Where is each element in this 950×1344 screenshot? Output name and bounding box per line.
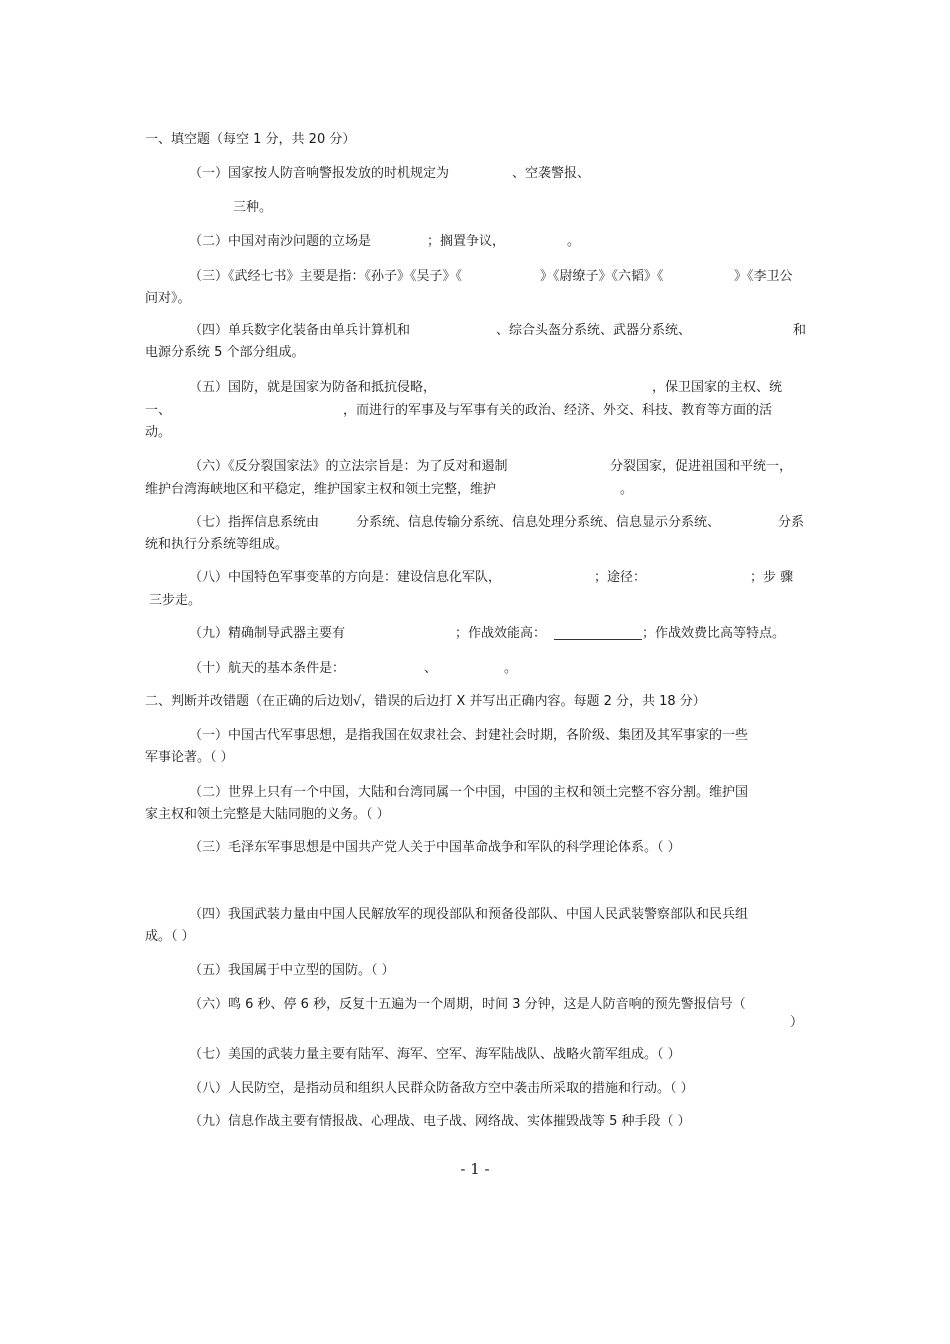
- s2-q6-line2: ）: [790, 1015, 804, 1030]
- q9-line1-cont: ；作战效能高：: [455, 626, 547, 641]
- q5-line2-cont: ，而进行的军事及与军事有关的政治、经济、外交、科技、教育等方面的活: [343, 403, 773, 418]
- q9-line1: （九）精确制导武器主要有: [189, 626, 346, 641]
- s2-q3-line1: （三）毛泽东军事思想是中国共产党人关于中国革命战争和军队的科学理论体系。（ ）: [189, 840, 681, 855]
- q2-line1-end: 。: [567, 234, 581, 249]
- q4-line2: 电源分系统 5 个部分组成。: [145, 345, 305, 360]
- q5-line1-cont: ，保卫国家的主权、统: [652, 380, 783, 395]
- s2-q6-line1: （六）鸣 6 秒、停 6 秒，反复十五遍为一个周期，时间 3 分钟，这是人防音响的预先警报信号（: [189, 997, 746, 1012]
- q1-line1: （一）国家按人防音响警报发放的时机规定为: [189, 166, 450, 181]
- q7-line2: 统和执行分系统等组成。: [145, 537, 289, 552]
- q9-line1-end: ；作战效费比高等特点。: [642, 626, 786, 641]
- q3-line1: （三）《武经七书》主要是指：《孙子》《吴子》《: [189, 269, 463, 284]
- s2-q1-line1: （一）中国古代军事思想，是指我国在奴隶社会、封建社会时期，各阶级、集团及其军事家的一些: [189, 728, 749, 743]
- q5-line1: （五）国防，就是国家为防备和抵抗侵略，: [189, 380, 437, 395]
- q8-line1-end: ；步 骤: [750, 570, 794, 585]
- q3-line2: 问对》。: [145, 291, 191, 306]
- q6-line2-end: 。: [620, 482, 634, 497]
- page-number: - 1 -: [460, 1160, 490, 1178]
- q10-line1: （十）航天的基本条件是：: [189, 661, 346, 676]
- q1-line2: 三种。: [233, 200, 273, 215]
- q2-line1: （二）中国对南沙问题的立场是: [189, 234, 372, 249]
- q5-line3: 动。: [145, 425, 172, 440]
- q6-line1-cont: 分裂国家，促进祖国和平统一，: [610, 459, 793, 474]
- q3-line1-end: 》《李卫公: [734, 269, 793, 284]
- s2-q9-line1: （九）信息作战主要有情报战、心理战、电子战、网络战、实体摧毁战等 5 种手段（ ）: [189, 1114, 691, 1129]
- q4-line1-end: 和: [793, 323, 807, 338]
- q4-line1-cont: 、综合头盔分系统、武器分系统、: [496, 323, 692, 338]
- s2-q2-line2: 家主权和领土完整是大陆同胞的义务。（ ）: [145, 807, 390, 822]
- s2-q1-line2: 军事论著。（ ）: [145, 750, 234, 765]
- s2-q4-line1: （四）我国武装力量由中国人民解放军的现役部队和预备役部队、中国人民武装警察部队和民兵组: [189, 907, 749, 922]
- s2-q4-line2: 成。（ ）: [145, 929, 195, 944]
- q7-line1-end: 分系: [778, 515, 805, 530]
- q8-line1-cont: ；途径：: [594, 570, 647, 585]
- s2-q8-line1: （八）人民防空，是指动员和组织人民群众防备敌方空中袭击所采取的措施和行动。（ ）: [189, 1081, 694, 1096]
- q6-line1: （六）《反分裂国家法》的立法宗旨是：为了反对和遏制: [189, 459, 508, 474]
- s2-q7-line1: （七）美国的武装力量主要有陆军、海军、空军、海军陆战队、战略火箭军组成。（ ）: [189, 1047, 681, 1062]
- q4-line1: （四）单兵数字化装备由单兵计算机和: [189, 323, 411, 338]
- q2-line1-cont: ；搁置争议，: [427, 234, 506, 249]
- q3-line1-cont: 》《尉缭子》《六韬》《: [540, 269, 664, 284]
- section1-heading: 一、填空题（每空 1 分，共 20 分）: [145, 132, 356, 147]
- q5-line2: 一、: [145, 403, 172, 418]
- section2-heading: 二、判断并改错题（在正确的后边划√，错误的后边打 X 并写出正确内容。每题 2 分，共 18 分）: [145, 694, 706, 709]
- s2-q5-line1: （五）我国属于中立型的国防。（ ）: [189, 963, 395, 978]
- q10-end: 。: [504, 661, 518, 676]
- s2-q2-line1: （二）世界上只有一个中国，大陆和台湾同属一个中国，中国的主权和领土完整不容分割。维护国: [189, 785, 749, 800]
- q7-line1-cont: 分系统、信息传输分系统、信息处理分系统、信息显示分系统、: [356, 515, 721, 530]
- q10-sep: 、: [424, 661, 438, 676]
- q7-line1: （七）指挥信息系统由: [189, 515, 320, 530]
- q1-line1-cont: 、空袭警报、: [512, 166, 591, 181]
- q9-answer-blank: [554, 627, 642, 640]
- q8-line2: 三步走。: [149, 593, 202, 608]
- q6-line2: 维护台湾海峡地区和平稳定，维护国家主权和领土完整，维护: [145, 482, 497, 497]
- q8-line1: （八）中国特色军事变革的方向是：建设信息化军队，: [189, 570, 502, 585]
